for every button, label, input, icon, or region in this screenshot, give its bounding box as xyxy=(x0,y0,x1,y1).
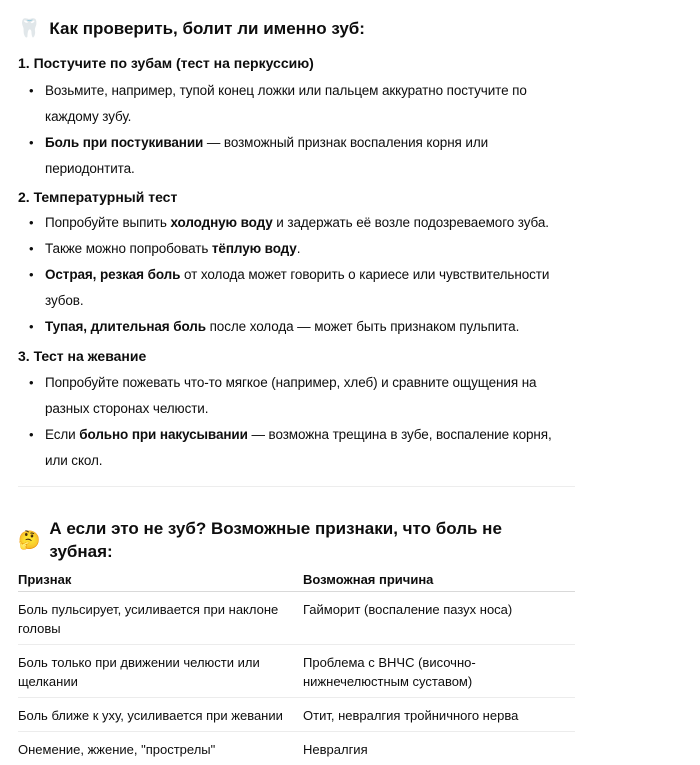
column-header-symptom: Признак xyxy=(18,570,303,592)
bullet-bold-text: Острая, резкая боль xyxy=(45,267,180,282)
bullet-bold-text: тёплую воду xyxy=(212,241,297,256)
list-item xyxy=(18,210,562,236)
list-item xyxy=(18,130,562,182)
list-item xyxy=(18,262,562,314)
bullet-bold-text: Тупая, длительная боль xyxy=(45,319,206,334)
table-row xyxy=(18,732,575,765)
table-row xyxy=(18,592,575,645)
symptom-cell: Боль ближе к уху, усиливается при жевании xyxy=(18,698,303,732)
bullet-text: Возьмите, например, тупой конец ложки или пальцем аккуратно постучите по каждому зубу. xyxy=(45,83,527,124)
list-item xyxy=(18,236,562,262)
list-item xyxy=(18,422,562,474)
bullet-text: Если xyxy=(45,427,79,442)
section-heading-how-to-check xyxy=(18,17,562,40)
table-header-row xyxy=(18,570,575,592)
table-body xyxy=(18,592,575,765)
tooth-emoji-icon: 🦷 xyxy=(18,17,40,40)
non-dental-causes-table xyxy=(18,570,575,765)
symptom-cell: Боль только при движении челюсти или щелкании xyxy=(18,645,303,698)
thinking-face-emoji-icon: 🤔 xyxy=(18,529,40,552)
cause-cell: Отит, невралгия тройничного нерва xyxy=(303,698,575,732)
table-row xyxy=(18,645,575,698)
bullet-text: — возможный признак воспаления корня или периодонтита. xyxy=(45,135,488,176)
list-item xyxy=(18,314,562,340)
step-2-list xyxy=(18,210,562,340)
bullet-bold-text: холодную воду xyxy=(170,215,272,230)
bullet-text: от холода может говорить о кариесе или чувствительности зубов. xyxy=(45,267,549,308)
cause-cell: Гайморит (воспаление пазух носа) xyxy=(303,592,575,645)
cause-cell: Проблема с ВНЧС (височно-нижнечелюстным суставом) xyxy=(303,645,575,698)
bullet-text: Также можно попробовать xyxy=(45,241,212,256)
bullet-text: и задержать её возле подозреваемого зуба. xyxy=(273,215,549,230)
list-item xyxy=(18,370,562,422)
step-3-heading: 3. Тест на жевание xyxy=(18,346,562,366)
step-2-heading: 2. Температурный тест xyxy=(18,187,562,207)
list-item xyxy=(18,78,562,130)
column-header-cause: Возможная причина xyxy=(303,570,575,592)
bullet-text: . xyxy=(297,241,301,256)
bullet-text: после холода — может быть признаком пульпита. xyxy=(206,319,519,334)
bullet-text: Попробуйте выпить xyxy=(45,215,170,230)
bullet-text: Попробуйте пожевать что-то мягкое (например, хлеб) и сравните ощущения на разных сторонах челюсти. xyxy=(45,375,536,416)
section-heading-not-tooth xyxy=(18,517,562,563)
step-1-heading: 1. Постучите по зубам (тест на перкуссию) xyxy=(18,53,562,73)
table-header xyxy=(18,570,575,592)
step-1-list xyxy=(18,78,562,182)
symptom-cell: Боль пульсирует, усиливается при наклоне головы xyxy=(18,592,303,645)
bullet-bold-text: больно при накусывании xyxy=(79,427,248,442)
section-divider xyxy=(18,486,575,487)
table-row xyxy=(18,698,575,732)
section-heading-text: Как проверить, болит ли именно зуб: xyxy=(49,17,365,40)
bullet-text: — возможна трещина в зубе, воспаление корня, или скол. xyxy=(45,427,552,468)
section-heading-text: А если это не зуб? Возможные признаки, что боль не зубная: xyxy=(49,517,562,563)
bullet-bold-text: Боль при постукивании xyxy=(45,135,203,150)
symptom-cell: Онемение, жжение, "прострелы" xyxy=(18,732,303,765)
cause-cell: Невралгия xyxy=(303,732,575,765)
step-3-list xyxy=(18,370,562,474)
